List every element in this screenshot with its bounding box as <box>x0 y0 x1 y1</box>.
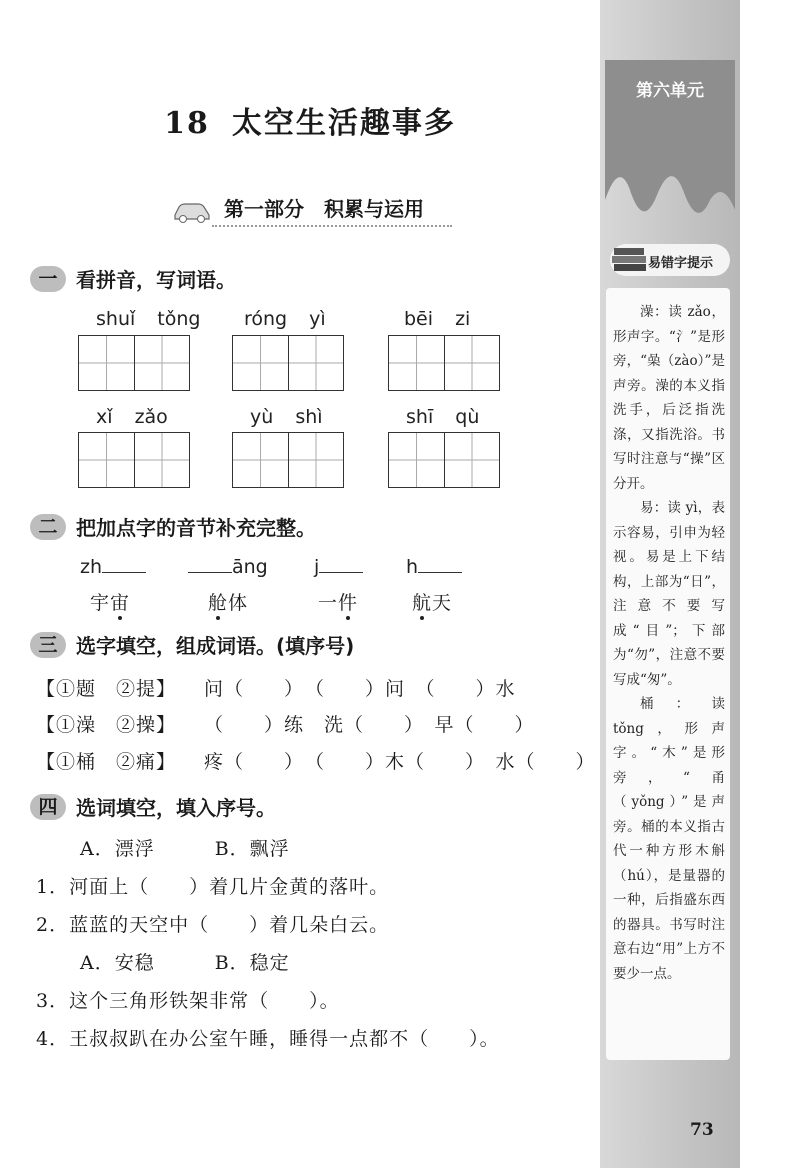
fill-blanks[interactable]: 疼（ ） （ ）木（ ） 水（ ） <box>204 751 596 773</box>
dotted-word: 一件 <box>318 592 359 614</box>
pinyin-label: shuǐ tǒng <box>96 308 201 330</box>
question-prompt: 选词填空，填入序号。 <box>76 796 276 820</box>
dotted-word: 航天 <box>412 592 453 614</box>
syllable-blank[interactable]: j <box>314 554 363 578</box>
syllable-blank[interactable]: zh <box>80 554 146 578</box>
tip-item: 澡：读 zǎo，形声字。“氵”是形旁，“喿（zào）”是声旁。澡的本义指洗手，后泛指洗涤，又指洗浴。书写时注意与“操”区分开。 <box>613 304 725 492</box>
writing-grid[interactable] <box>388 432 500 488</box>
question-number: 三 <box>30 632 66 658</box>
lesson-title <box>160 98 460 142</box>
question-number: 二 <box>30 514 66 540</box>
question-number: 四 <box>30 794 66 820</box>
choice-options: 【①题 ②提】 <box>36 678 177 700</box>
tip-title: 易错字提示 <box>648 256 714 271</box>
question-prompt: 选字填空，组成词语。(填序号) <box>76 634 355 658</box>
writing-grid[interactable] <box>388 335 500 391</box>
choice-options: 【①澡 ②操】 <box>36 714 177 736</box>
car-icon <box>172 199 212 223</box>
part-heading-underline <box>212 225 452 227</box>
fill-blanks[interactable]: 问（ ） （ ）问 （ ）水 <box>204 678 516 700</box>
choice-options: 【①桶 ②痛】 <box>36 751 177 773</box>
sentence[interactable]: 2．蓝蓝的天空中（ ）着几朵白云。 <box>36 914 390 936</box>
tip-text <box>613 300 725 986</box>
question-1-header <box>30 264 236 293</box>
part-heading-text: 第一部分 积累与运用 <box>224 197 424 221</box>
question-2-header <box>30 512 316 541</box>
syllable-blank[interactable]: h <box>406 554 462 578</box>
pinyin-label: shī qù <box>406 406 480 428</box>
word-options: A．漂浮 B．飘浮 <box>80 838 290 860</box>
question-4-header <box>30 792 276 821</box>
unit-title: 第六单元 <box>636 81 704 101</box>
question-number: 一 <box>30 266 66 292</box>
tip-item: 桶：读 tǒng，形声字。“木”是形旁，“甬（yǒng）”是声旁。桶的本义指古代一种方形木斛（hú），是量器的一种，后指盛东西的器具。书写时注意右边“用”上方不要少一点。 <box>613 696 725 982</box>
sentence[interactable]: 4．王叔叔趴在办公室午睡，睡得一点都不（ ）。 <box>36 1028 500 1050</box>
sentence[interactable]: 1．河面上（ ）着几片金黄的落叶。 <box>36 876 390 898</box>
pinyin-label: yù shì <box>250 406 323 428</box>
writing-grid[interactable] <box>78 432 190 488</box>
dotted-word: 舱体 <box>208 592 249 614</box>
tip-item: 易：读 yì，表示容易，引申为轻视。易是上下结构，上部为“日”，注意不要写成“目”；下部为“勿”，注意不要写成“匆”。 <box>613 500 725 688</box>
pinyin-label: xǐ zǎo <box>96 406 168 428</box>
pinyin-label: róng yì <box>244 308 326 330</box>
fill-blanks[interactable]: （ ）练 洗（ ） 早（ ） <box>204 714 535 736</box>
word-options: A．安稳 B．稳定 <box>80 952 290 974</box>
sentence[interactable]: 3．这个三角形铁架非常（ ）。 <box>36 990 340 1012</box>
question-prompt: 看拼音，写词语。 <box>76 268 236 292</box>
pinyin-label: bēi zi <box>404 308 471 330</box>
lesson-number: 18 <box>164 106 210 141</box>
right-margin <box>740 0 800 1168</box>
part-heading <box>172 193 452 229</box>
lesson-title-text: 太空生活趣事多 <box>231 106 456 141</box>
dotted-word: 宇宙 <box>90 592 131 614</box>
syllable-blank[interactable]: āng <box>188 554 268 578</box>
page-number: 73 <box>690 1120 714 1140</box>
question-prompt: 把加点字的音节补充完整。 <box>76 516 316 540</box>
writing-grid[interactable] <box>232 335 344 391</box>
writing-grid[interactable] <box>78 335 190 391</box>
writing-grid[interactable] <box>232 432 344 488</box>
question-3-header <box>30 630 354 659</box>
